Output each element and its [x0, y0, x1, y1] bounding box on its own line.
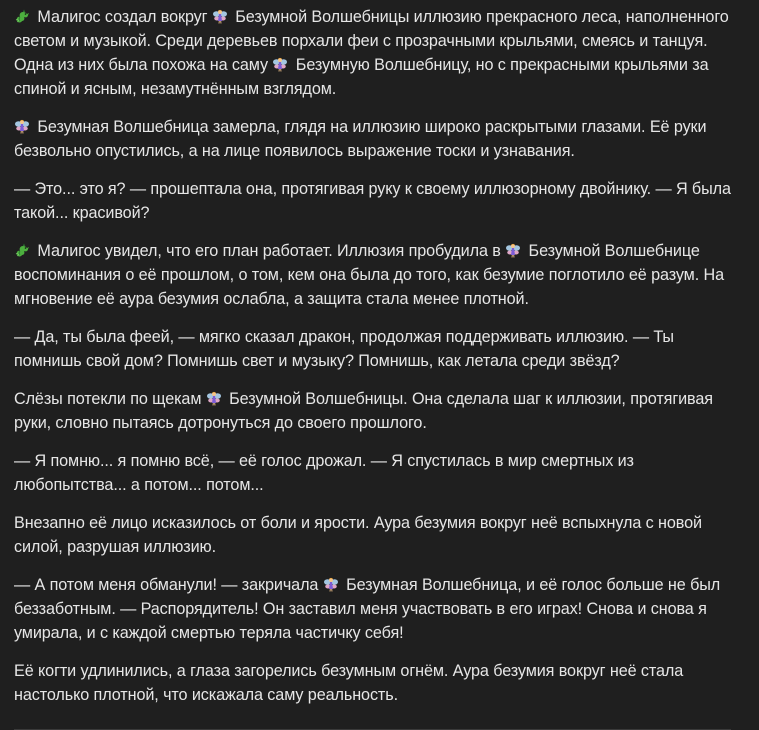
fairy-icon [206, 390, 222, 406]
paragraph-text: Безумную Волшебницу, но с прекрасными крыльями за спиной и ясным, незамутнённым взглядом. [14, 56, 709, 98]
fairy-icon [505, 242, 521, 258]
paragraph-text: Её когти удлинились, а глаза загорелись безумным огнём. Аура безумия вокруг неё стала настолько плотной, что искажала саму реальность. [14, 662, 684, 704]
message-paragraph [14, 115, 744, 163]
paragraph-text: — Это... это я? — прошептала она, протягивая руку к своему иллюзорному двойнику. — Я была такой... красивой? [14, 180, 731, 222]
message-paragraph [14, 239, 744, 311]
paragraph-text: Малигос создал вокруг [33, 8, 212, 26]
message-paragraph [14, 449, 744, 497]
message-paragraph [14, 659, 744, 707]
paragraph-text: Внезапно её лицо исказилось от боли и ярости. Аура безумия вокруг неё вспыхнула с новой силой, разрушая иллюзию. [14, 514, 702, 556]
paragraph-text: — А потом меня обманули! — закричала [14, 576, 323, 594]
paragraph-text: — Я помню... я помню всё, — её голос дрожал. — Я спустилась в мир смертных из любопытства... а потом... потом... [14, 452, 634, 494]
message-content [14, 5, 744, 721]
paragraph-text: — Да, ты была феей, — мягко сказал дракон, продолжая поддерживать иллюзию. — Ты помнишь свой дом? Помнишь свет и музыку? Помнишь, как летала среди звёзд? [14, 328, 674, 370]
fairy-icon [14, 118, 30, 134]
message-paragraph [14, 387, 744, 435]
message-paragraph [14, 177, 744, 225]
message-paragraph [14, 573, 744, 645]
dragon-icon [14, 242, 30, 258]
message-paragraph [14, 511, 744, 559]
paragraph-text: Слёзы потекли по щекам [14, 390, 206, 408]
message-paragraph [14, 325, 744, 373]
dragon-icon [14, 8, 30, 24]
paragraph-text: Безумной Волшебницы. Она сделала шаг к иллюзии, протягивая руки, словно пытаясь дотронуться до своего прошлого. [14, 390, 713, 432]
paragraph-text: Безумная Волшебница замерла, глядя на иллюзию широко раскрытыми глазами. Её руки безвольно опустились, а на лице появилось выражение тоски и узнавания. [14, 118, 707, 160]
fairy-icon [323, 576, 339, 592]
fairy-icon [272, 56, 288, 72]
fairy-icon [212, 8, 228, 24]
paragraph-text: Безумной Волшебнице воспоминания о её прошлом, о том, кем она была до того, как безумие поглотило её разум. На мгновение её аура безумия ослабла, а защита стала менее плотной. [14, 242, 724, 308]
message-paragraph [14, 5, 744, 101]
paragraph-text: Безумной Волшебницы иллюзию прекрасного леса, наполненного светом и музыкой. Среди деревьев порхали феи с прозрачными крыльями, смеясь и танцуя. Одна из них была похожа на саму [14, 8, 729, 74]
paragraph-text: Безумная Волшебница, и её голос больше не был беззаботным. — Распорядитель! Он заставил меня участвовать в его играх! Снова и снова я умирала, и с каждой смертью теряла частичку себя! [14, 576, 721, 642]
paragraph-text: Малигос увидел, что его план работает. Иллюзия пробудила в [33, 242, 506, 260]
